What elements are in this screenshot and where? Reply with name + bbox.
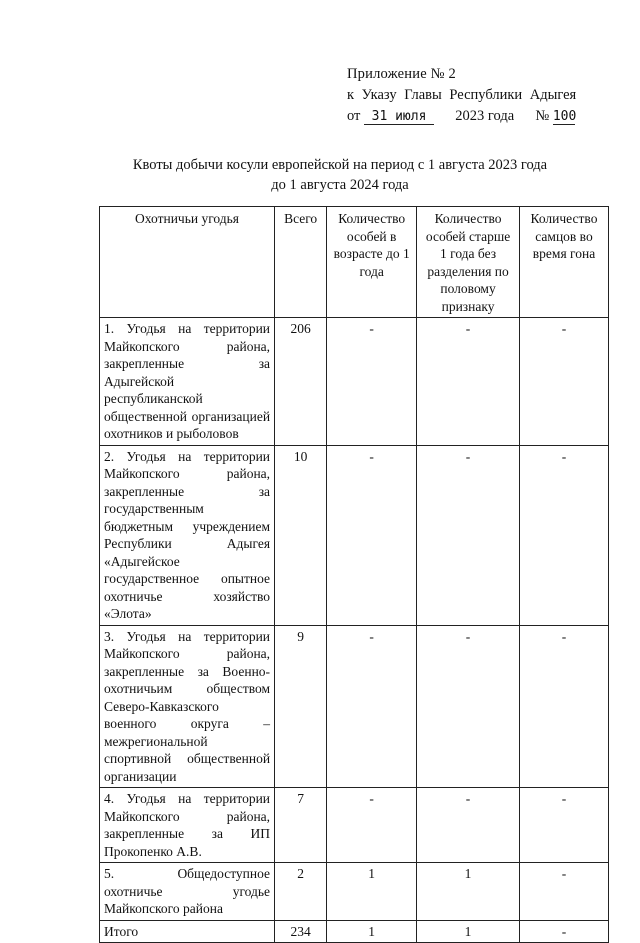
row-males-rut: - [519, 863, 608, 921]
row-total: 10 [275, 445, 327, 625]
table-row [100, 318, 609, 446]
total-under-one-year: 1 [327, 920, 417, 943]
row-under-one-year: - [327, 445, 417, 625]
row-over-one-year: - [417, 318, 520, 446]
number-label: № [535, 108, 550, 124]
row-over-one-year: - [417, 445, 520, 625]
decree-number: 100 [552, 109, 577, 124]
row-name: 1. Угодья на территории Майкопского района, закрепленные за Адыгейской республиканской общественной организацией охотников и рыболовов [100, 318, 275, 446]
row-total: 206 [275, 318, 327, 446]
row-name: 3. Угодья на территории Майкопского района, закрепленные за Военно-охотничьим обществом Северо-Кавказского военного округа – межрегиональной спортивной общественной организации [100, 625, 275, 788]
row-under-one-year: - [327, 625, 417, 788]
row-under-one-year: - [327, 788, 417, 863]
row-over-one-year: 1 [417, 863, 520, 921]
row-name: 2. Угодья на территории Майкопского района, закрепленные за государственным бюджетным учреждением Республики Адыгея «Адыгейское государственное опытное охотничье хозяйство «Элота» [100, 445, 275, 625]
row-males-rut: - [519, 445, 608, 625]
row-under-one-year: - [327, 318, 417, 446]
header-under-one-year: Количество особей в возрасте до 1 года [327, 207, 417, 318]
header-hunting-grounds: Охотничьи угодья [100, 207, 275, 318]
row-over-one-year: - [417, 788, 520, 863]
total-males-rut: - [519, 920, 608, 943]
total-label: Итого [100, 920, 275, 943]
total-value: 234 [275, 920, 327, 943]
row-males-rut: - [519, 625, 608, 788]
from-label: от [347, 108, 361, 124]
row-total: 2 [275, 863, 327, 921]
document-title-line1: Квоты добычи косули европейской на период с 1 августа 2023 года [132, 157, 548, 173]
total-over-one-year: 1 [417, 920, 520, 943]
header-males-rut: Количество самцов во время гона [519, 207, 608, 318]
row-total: 7 [275, 788, 327, 863]
annex-date-line [347, 106, 597, 127]
table-row [100, 625, 609, 788]
table-total-row [100, 920, 609, 943]
document-title [100, 155, 580, 195]
table-header-row [100, 207, 609, 318]
row-under-one-year: 1 [327, 863, 417, 921]
table-row [100, 788, 609, 863]
row-males-rut: - [519, 788, 608, 863]
row-name: 4. Угодья на территории Майкопского района, закрепленные за ИП Прокопенко А.В. [100, 788, 275, 863]
annex-header [347, 64, 597, 127]
row-males-rut: - [519, 318, 608, 446]
document-title-line2: до 1 августа 2024 года [271, 177, 409, 193]
table-row [100, 445, 609, 625]
decree-date: 31 июля [364, 109, 434, 125]
row-over-one-year: - [417, 625, 520, 788]
quota-table [99, 206, 609, 943]
decree-year: 2023 года [455, 108, 515, 124]
table-row [100, 863, 609, 921]
row-name: 5. Общедоступное охотничье угодье Майкопского района [100, 863, 275, 921]
annex-decree-line: к Указу Главы Республики Адыгея [347, 87, 577, 103]
row-total: 9 [275, 625, 327, 788]
header-total: Всего [275, 207, 327, 318]
annex-title: Приложение № 2 [347, 66, 456, 82]
header-over-one-year: Количество особей старше 1 года без разделения по половому признаку [417, 207, 520, 318]
